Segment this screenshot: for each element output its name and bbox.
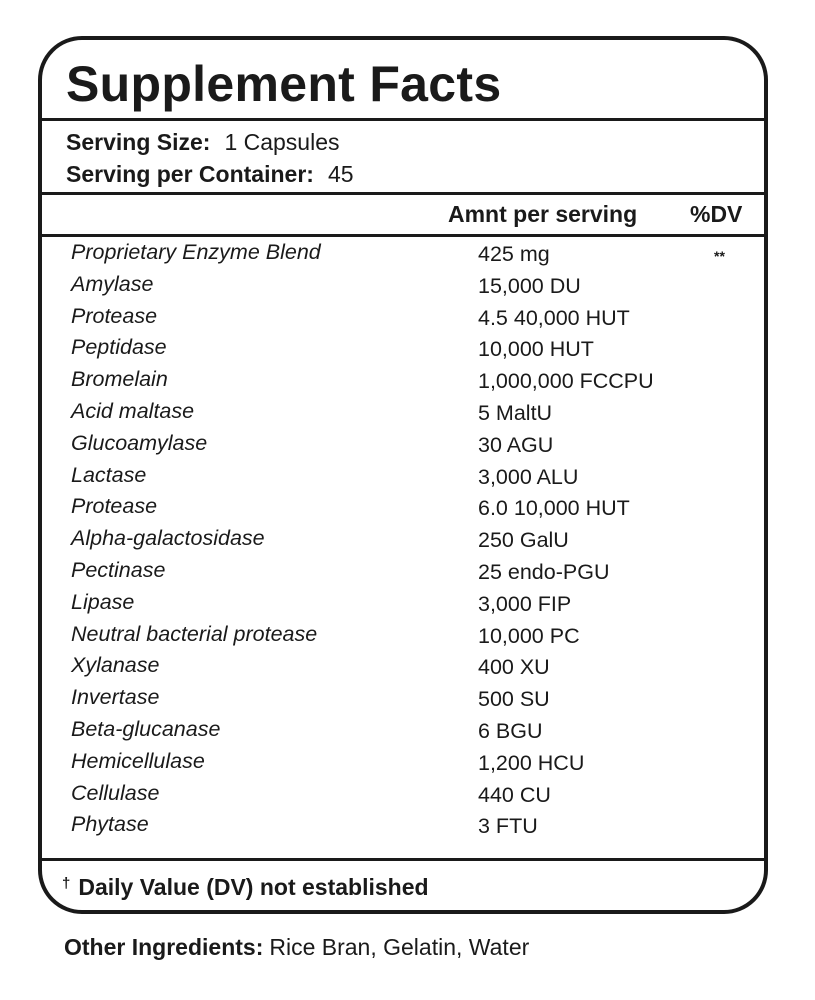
ingredient-amount: 400 XU [478,655,550,680]
ingredient-name: Phytase [71,812,149,837]
ingredient-amount: 250 GalU [478,528,569,553]
servings-per-container [66,160,354,188]
ingredient-name: Peptidase [71,335,167,360]
ingredient-amount: 25 endo-PGU [478,559,610,584]
ingredient-row [42,270,764,302]
dagger-mark: † [62,875,71,892]
ingredient-name: Amylase [71,271,154,296]
ingredient-amount: 6.0 10,000 HUT [478,496,630,521]
ingredient-amount: 440 CU [478,782,551,807]
ingredient-amount: 5 MaltU [478,400,553,425]
ingredient-row [42,556,764,588]
ingredient-amount: 1,000,000 FCCPU [478,369,654,394]
serving-size-label: Serving Size: [66,129,211,155]
ingredient-amount: 3,000 ALU [478,464,579,489]
ingredient-name: Pectinase [71,557,166,582]
ingredient-row [42,461,764,493]
ingredient-name: Hemicellulase [71,748,205,773]
footer-divider [42,858,764,861]
ingredient-amount: 3 FTU [478,814,538,839]
serving-size [66,128,340,156]
ingredient-row [42,810,764,842]
ingredient-list [42,238,764,842]
ingredient-name: Neutral bacterial protease [71,621,318,646]
ingredient-row [42,524,764,556]
ingredient-name: Alpha-galactosidase [71,526,265,551]
ingredient-name: Protease [71,303,158,328]
ingredient-amount: 4.5 40,000 HUT [478,305,630,330]
ingredient-row [42,779,764,811]
ingredient-amount: 3,000 FIP [478,591,572,616]
ingredient-name: Bromelain [71,367,168,392]
ingredient-row [42,715,764,747]
footnote-text: Daily Value (DV) not established [78,874,429,900]
ingredient-amount: 425 mg [478,242,550,266]
ingredient-row [42,302,764,334]
ingredient-name: Lactase [71,462,147,487]
ingredient-row [42,492,764,524]
ingredient-name: Cellulase [71,780,160,805]
servings-per-container-label: Serving per Container: [66,161,314,187]
ingredient-name: Invertase [71,685,160,710]
other-ingredients-value: Rice Bran, Gelatin, Water [269,934,530,960]
footnote [62,872,429,902]
ingredient-name: Acid maltase [71,398,195,423]
ingredient-amount: 10,000 PC [478,623,580,648]
ingredient-dv: ** [714,248,725,264]
ingredient-name: Beta-glucanase [71,716,221,741]
ingredient-name: Lipase [71,589,135,614]
ingredient-row [42,397,764,429]
serving-size-value: 1 Capsules [224,129,340,155]
ingredient-row [42,333,764,365]
ingredient-amount: 6 BGU [478,718,543,743]
ingredient-row [42,651,764,683]
ingredient-row [42,588,764,620]
ingredient-row [42,683,764,715]
ingredient-amount: 30 AGU [478,432,554,457]
ingredient-name: Proprietary Enzyme Blend [71,240,321,264]
dv-column-header: %DV [690,201,743,227]
title-divider [42,118,764,121]
ingredient-amount: 15,000 DU [478,273,581,298]
ingredient-amount: 500 SU [478,687,550,712]
ingredient-name: Glucoamylase [71,430,208,455]
other-ingredients-label: Other Ingredients: [64,934,264,960]
ingredient-amount: 1,200 HCU [478,750,585,775]
ingredient-row [42,620,764,652]
amount-column-header: Amnt per serving [448,201,638,227]
ingredient-name: Xylanase [71,653,160,678]
supplement-facts-panel [38,36,768,914]
ingredient-row [42,238,764,270]
serving-divider [42,192,764,195]
ingredient-row [42,429,764,461]
header-divider [42,234,764,237]
servings-per-container-value: 45 [327,161,354,187]
other-ingredients [64,932,529,962]
ingredient-amount: 10,000 HUT [478,337,594,362]
ingredient-row [42,365,764,397]
ingredient-row [42,747,764,779]
ingredient-name: Protease [71,494,158,519]
panel-title: Supplement Facts [66,56,502,112]
